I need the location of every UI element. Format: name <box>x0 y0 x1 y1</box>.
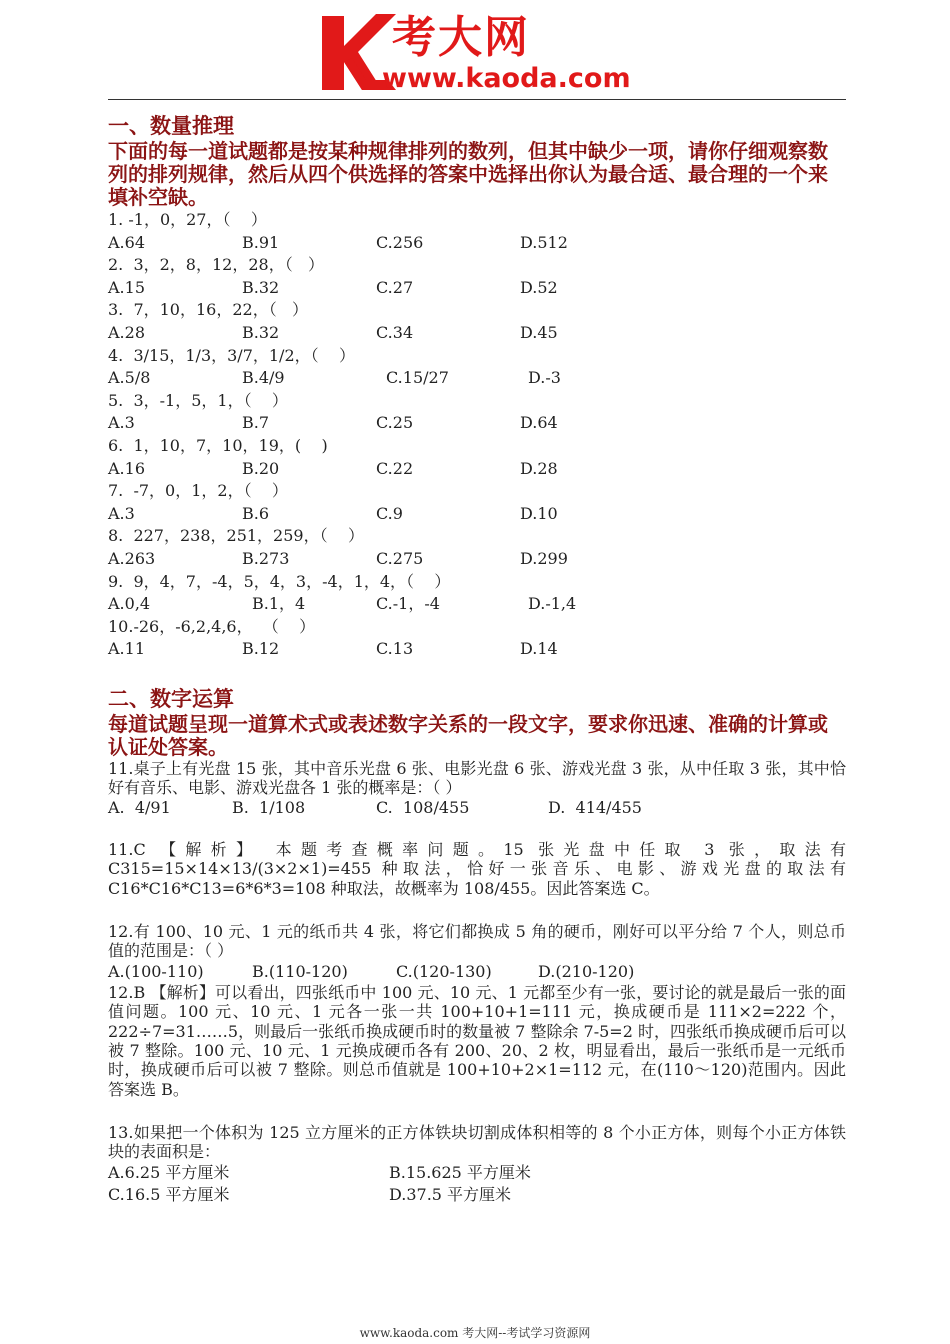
header-divider <box>108 99 846 100</box>
question-text: 7. -7，0，1，2，（ ） <box>108 481 288 501</box>
option-c: C.9 <box>376 503 403 523</box>
option-c: C.25 <box>376 413 414 433</box>
option-a: A.5/8 <box>108 368 151 388</box>
question-text: 12.有 100、10 元、1 元的纸币共 4 张，将它们都换成 5 角的硬币，刚好可以平分给 7 个人，则总币值的范围是：（ ） <box>108 921 846 961</box>
question-list <box>108 209 846 661</box>
option-b: B.(110-120) <box>252 961 348 981</box>
answer-options <box>108 593 846 616</box>
option-c: C.13 <box>376 639 414 659</box>
option-d: D. 414/455 <box>548 798 642 818</box>
option-d: D.52 <box>520 277 558 297</box>
option-b: B.12 <box>242 639 280 659</box>
option-b: B.273 <box>242 548 290 568</box>
option-a: A.0,4 <box>108 594 151 614</box>
option-c: C.256 <box>376 232 424 252</box>
option-d: D.45 <box>520 322 558 342</box>
question-text: 4. 3/15，1/3，3/7，1/2，（ ） <box>108 345 355 365</box>
section-title: 二、数字运算 <box>108 686 234 711</box>
question-text: 3. 7，10，16，22，（ ） <box>108 300 308 320</box>
answer-options <box>108 548 846 571</box>
answer-analysis: 11.C 【解析】 本题考查概率问题。15 张光盘中任取 3 张，取法有 C315=15×14×13/(3×2×1)=455 种取法，恰好一张音乐、电影、游戏光盘的取法有 C16*C16*C13=6*6*3=108 种取法，故概率为 108/455。因此答案选 C。 <box>108 840 846 898</box>
option-b: B.1，4 <box>252 594 306 614</box>
answer-options <box>108 277 846 300</box>
option-d: D.-3 <box>528 368 561 388</box>
option-b: B. 1/108 <box>232 798 306 818</box>
option-b: B.32 <box>242 322 280 342</box>
site-logo[interactable] <box>318 10 648 96</box>
answer-options <box>108 232 846 255</box>
option-a: A.28 <box>108 322 145 342</box>
option-a: A.3 <box>108 413 135 433</box>
option-a: A.263 <box>108 548 156 568</box>
option-b: B.15.625 平方厘米 <box>389 1162 531 1182</box>
question-text: 1. -1，0，27，（ ） <box>108 210 267 229</box>
option-b: B.7 <box>242 413 270 433</box>
option-a: A.64 <box>108 232 145 252</box>
option-a: A. 4/91 <box>108 798 171 818</box>
option-d: D.-1,4 <box>528 594 577 614</box>
option-d: D.14 <box>520 639 558 659</box>
section-title: 一、数量推理 <box>108 114 234 138</box>
answer-options <box>108 1184 846 1207</box>
answer-analysis: 12.B 【解析】可以看出，四张纸币中 100 元、10 元、1 元都至少有一张，要讨论的就是最后一张的面值问题。100 元、10 元、1 元各一张一共 100+10+1=111 元，换成硬币是 111×2=222 个，222÷7=31……5，则最后一张纸币换成硬币时的数量被 7 整除余 7-5=2 时，四张纸币换成硬币后可以被 7 整除。100 元、10 元、1 元换成硬币各有 200、20、2 枚，明显看出，最后一张纸币是一元纸币时，换成硬币后可以被 7 整除。则总币值就是 100+10+2×1=112 元，在(110～120)范围内。因此答案选 B。 <box>108 983 846 1099</box>
question-text: 11.桌子上有光盘 15 张，其中音乐光盘 6 张、电影光盘 6 张、游戏光盘 3 张，从中任取 3 张，其中恰好有音乐、电影、游戏光盘各 1 张的概率是：（ ） <box>108 758 846 798</box>
option-a: A.11 <box>108 639 145 659</box>
option-c: C.16.5 平方厘米 <box>108 1185 230 1205</box>
option-d: D.299 <box>520 548 568 568</box>
option-d: D.28 <box>520 458 558 478</box>
option-a: A.6.25 平方厘米 <box>108 1162 230 1182</box>
option-b: B.6 <box>242 503 270 523</box>
question-text: 13.如果把一个体积为 125 立方厘米的正方体铁块切割成体积相等的 8 个小正方体，则每个小正方体铁块的表面积是： <box>108 1122 846 1162</box>
question-text: 10.-26，-6,2,4,6， （ ） <box>108 616 316 636</box>
option-c: C. 108/455 <box>376 798 470 818</box>
option-b: B.91 <box>242 232 280 252</box>
section-description: 下面的每一道试题都是按某种规律排列的数列，但其中缺少一项，请你仔细观察数列的排列规律，然后从四个供选择的答案中选择出你认为最合适、最合理的一个来填补空缺。 <box>108 139 828 209</box>
option-c: C.22 <box>376 458 414 478</box>
option-b: B.4/9 <box>242 368 285 388</box>
option-c: C.15/27 <box>386 368 449 388</box>
option-a: A.15 <box>108 277 145 297</box>
option-a: A.3 <box>108 503 135 523</box>
question-text: 6. 1，10，7，10，19，( ) <box>108 435 328 455</box>
option-a: A.16 <box>108 458 145 478</box>
option-c: C.(120-130) <box>396 961 492 981</box>
answer-options <box>108 638 846 661</box>
question-text: 8. 227，238，251，259，（ ） <box>108 526 364 546</box>
option-c: C.275 <box>376 548 424 568</box>
logo-url[interactable]: www.kaoda.com <box>382 63 631 94</box>
option-b: B.20 <box>242 458 280 478</box>
option-d: D.(210-120) <box>538 961 635 981</box>
question-text: 2. 3，2，8，12，28，（ ） <box>108 255 324 275</box>
option-c: C.27 <box>376 277 414 297</box>
option-b: B.32 <box>242 277 280 297</box>
option-d: D.37.5 平方厘米 <box>389 1185 512 1205</box>
question-text: 9. 9，4，7，-4，5，4，3，-4，1，4，（ ） <box>108 571 451 591</box>
option-d: D.10 <box>520 503 558 523</box>
option-c: C.-1，-4 <box>376 594 440 614</box>
answer-options <box>108 503 846 526</box>
answer-options <box>108 322 846 345</box>
logo-title: 考大网 <box>392 12 530 63</box>
section-description: 每道试题呈现一道算术式或表述数字关系的一段文字，要求你迅速、准确的计算或认证处答案。 <box>108 711 828 759</box>
page-footer: www.kaoda.com 考大网--考试学习资源网 <box>359 1326 591 1340</box>
document-body <box>108 112 846 1207</box>
answer-options <box>108 367 846 390</box>
option-d: D.64 <box>520 413 558 433</box>
answer-options <box>108 1162 846 1185</box>
answer-options <box>108 458 846 481</box>
answer-options <box>108 961 846 984</box>
option-a: A.(100-110) <box>108 961 204 981</box>
answer-options <box>108 412 846 435</box>
option-c: C.34 <box>376 322 414 342</box>
question-text: 5. 3，-1，5，1，（ ） <box>108 390 288 410</box>
option-d: D.512 <box>520 232 568 252</box>
answer-options <box>108 797 846 820</box>
